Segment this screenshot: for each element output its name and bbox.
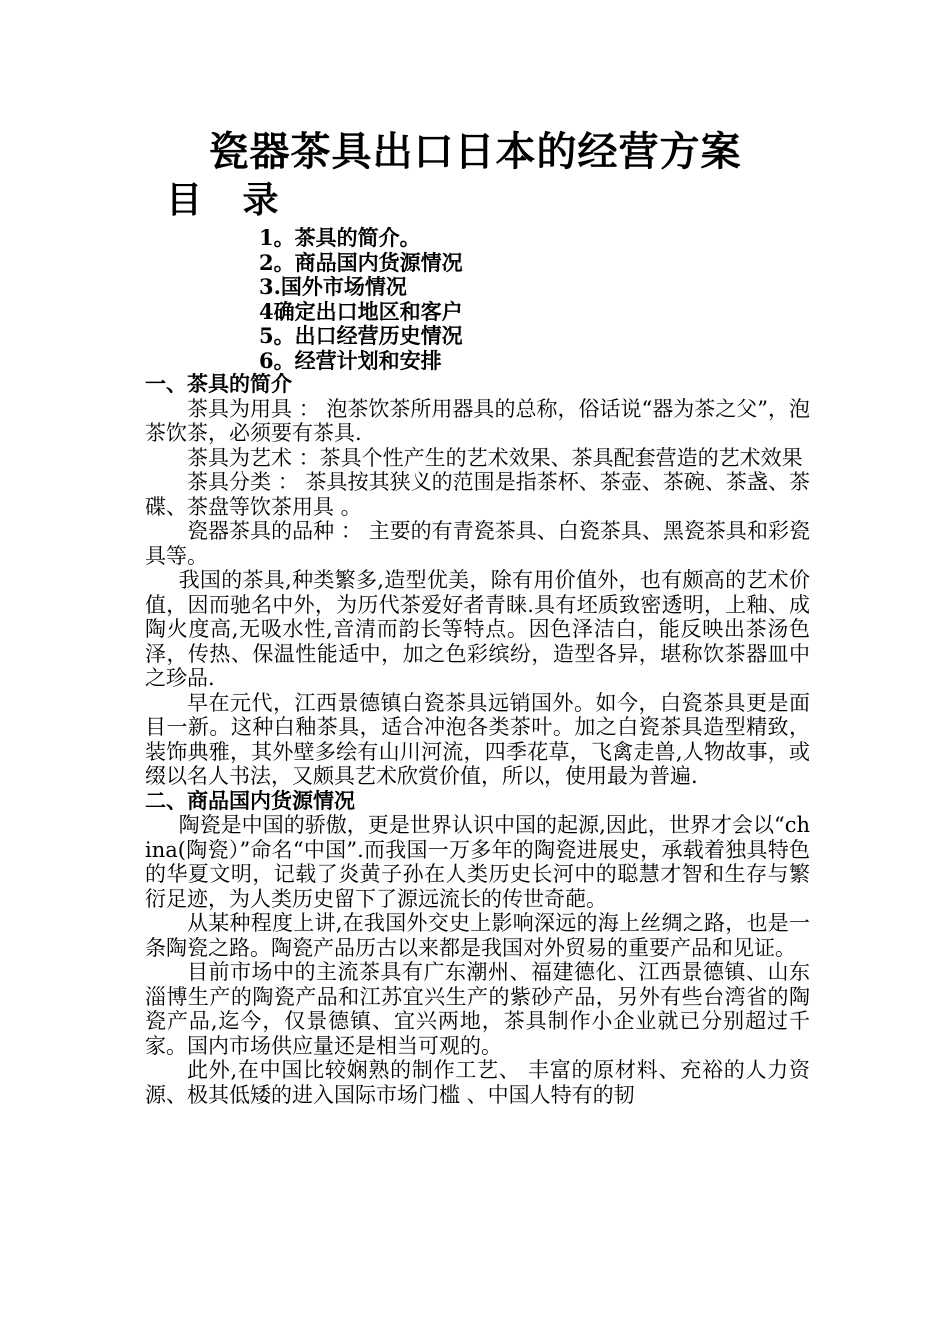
paragraph: 此外,在中国比较娴熟的制作工艺、 丰富的原材料、充裕的人力资源、极其低矮的进入国际市场门槛 、中国人特有的韧	[145, 1058, 810, 1107]
toc-item: 1。茶具的简介。	[259, 225, 421, 250]
toc-item: 5。出口经营历史情况	[259, 323, 463, 348]
paragraph: 目前市场中的主流茶具有广东潮州、福建德化、江西景德镇、山东淄博生产的陶瓷产品和江苏宜兴生产的紫砂产品，另外有些台湾省的陶瓷产品,迄今，仅景德镇、宜兴两地，茶具制作小企业就已分别超过千家。国内市场供应量还是相当可观的。	[145, 960, 810, 1058]
paragraph: 茶具为用具 ： 泡茶饮茶所用器具的总称，俗话说“器为茶之父”，泡茶饮茶，必须要有茶具.	[145, 396, 810, 445]
document-title: 瓷器茶具出口日本的经营方案	[208, 128, 742, 175]
toc-item: 4确定出口地区和客户	[259, 298, 463, 324]
paragraph: 茶具分类 ： 茶具按其狭义的范围是指茶杯、茶壶、茶碗、茶盏、茶碟、茶盘等饮茶用具 。	[145, 470, 810, 519]
table-of-contents	[259, 226, 463, 373]
section-domestic-supply	[145, 789, 810, 1108]
section-heading: 二、商品国内货源情况	[145, 787, 355, 813]
toc-item: 6。经营计划和安排	[259, 347, 442, 373]
document-body	[145, 372, 810, 1107]
paragraph: 瓷器茶具的品种 ： 主要的有青瓷茶具、白瓷茶具、黑瓷茶具和彩瓷具等。	[145, 519, 810, 568]
section-heading: 一、茶具的简介	[145, 371, 292, 396]
paragraph: 从某种程度上讲,在我国外交史上影响深远的海上丝绸之路，也是一条陶瓷之路。陶瓷产品历古以来都是我国对外贸易的重要产品和见证。	[145, 911, 810, 960]
paragraph: 我国的茶具,种类繁多,造型优美，除有用价值外，也有颇高的艺术价值，因而驰名中外，为历代茶爱好者青睐.具有坯质致密透明，上釉、成陶火度高,无吸水性,音清而韵长等特点。因色泽洁白，能反映出茶汤色泽，传热、保温性能适中，加之色彩缤纷，造型各异，堪称饮茶器皿中之珍品.	[145, 568, 810, 690]
toc-item: 2。商品国内货源情况	[259, 249, 463, 275]
toc-item: 3.国外市场情况	[259, 274, 407, 299]
paragraph: 早在元代，江西景德镇白瓷茶具远销国外。如今，白瓷茶具更是面目一新。这种白釉茶具，适合冲泡各类茶叶。加之白瓷茶具造型精致，装饰典雅，其外壁多绘有山川河流，四季花草，飞禽走兽,人物故事，或缀以名人书法，又颇具艺术欣赏价值，所以，使用最为普遍.	[145, 690, 810, 788]
toc-heading: 目 录	[166, 179, 293, 221]
paragraph: 陶瓷是中国的骄傲，更是世界认识中国的起源,因此，世界才会以“china(陶瓷）”命名“中国”.而我国一万多年的陶瓷进展史，承载着独具特色的华夏文明，记载了炎黄子孙在人类历史长河中的聪慧才智和生存与繁衍足迹，为人类历史留下了源远流长的传世奇葩。	[145, 813, 810, 911]
section-introduction	[145, 372, 810, 789]
paragraph: 茶具为艺术 ：茶具个性产生的艺术效果、茶具配套营造的艺术效果	[187, 445, 803, 470]
